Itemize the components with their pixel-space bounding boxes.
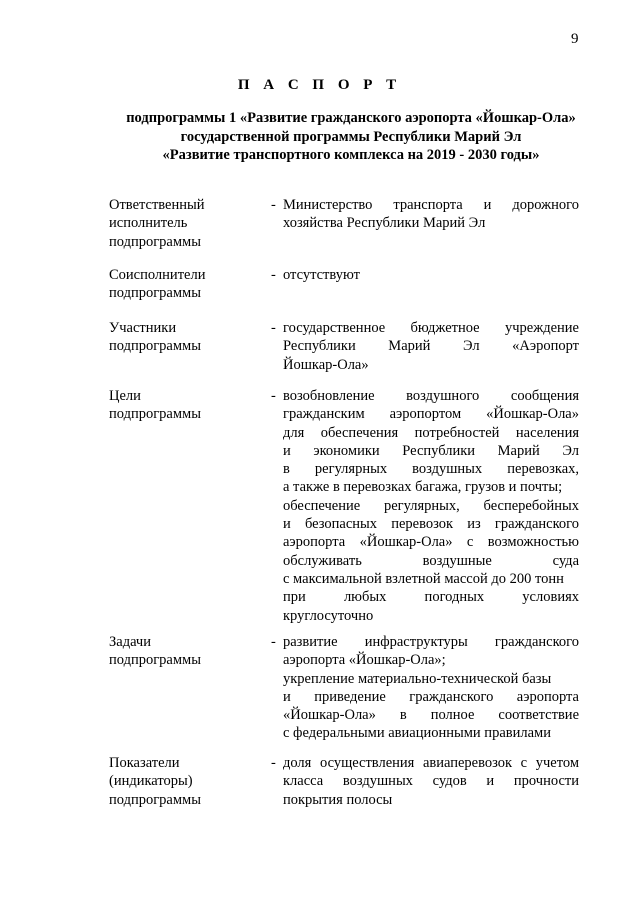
value-line: возобновление воздушного сообщения xyxy=(283,388,579,404)
value-line: покрытия полосы xyxy=(283,791,393,808)
label-line: Задачи xyxy=(109,634,151,650)
label-line: Соисполнители xyxy=(109,267,206,283)
value-line: отсутствуют xyxy=(283,267,360,283)
value-line: а также в перевозках багажа, грузов и почты; xyxy=(283,479,563,496)
label-line: подпрограммы xyxy=(109,791,201,808)
value-line: доля осуществления авиаперевозок с учетом xyxy=(283,755,579,771)
row-label xyxy=(109,387,259,424)
row-dash: - xyxy=(271,267,276,283)
row-label xyxy=(109,266,259,303)
label-line: подпрограммы xyxy=(109,652,201,669)
row-dash: - xyxy=(271,197,276,213)
label-line: подпрограммы xyxy=(109,233,201,250)
row-label xyxy=(109,196,259,251)
value-line: гражданским аэропортом «Йошкар-Ола» xyxy=(283,406,579,423)
value-line: при любых погодных условиях xyxy=(283,589,579,606)
row-label xyxy=(109,319,259,356)
value-line: «Йошкар-Ола» в полное соответствие xyxy=(283,707,579,724)
subtitle-line: государственной программы Республики Марий Эл xyxy=(180,128,522,145)
row-value xyxy=(283,266,579,284)
value-line: обеспечение регулярных, бесперебойных xyxy=(283,497,579,514)
value-line: и безопасных перевозок из гражданского xyxy=(283,516,579,533)
value-line: класса воздушных судов и прочности xyxy=(283,773,579,790)
label-line: (индикаторы) xyxy=(109,773,193,790)
row-label xyxy=(109,633,259,670)
label-line: Показатели xyxy=(109,755,180,771)
document-subtitle xyxy=(60,109,639,165)
row-value xyxy=(283,196,579,233)
value-line: Йошкар-Ола» xyxy=(283,356,369,373)
label-line: исполнитель xyxy=(109,215,188,232)
row-value xyxy=(283,754,579,809)
row-value xyxy=(283,633,579,743)
value-line: обслуживать воздушные суда xyxy=(283,552,579,569)
value-line: Республики Марий Эл «Аэропорт xyxy=(283,338,579,355)
value-line: хозяйства Республики Марий Эл xyxy=(283,215,486,232)
label-line: подпрограммы xyxy=(109,406,201,423)
value-line: укрепление материально-технической базы xyxy=(283,670,552,687)
label-line: подпрограммы xyxy=(109,338,201,355)
row-label xyxy=(109,754,259,809)
label-line: Ответственный xyxy=(109,197,205,213)
label-line: подпрограммы xyxy=(109,285,201,302)
value-line: для обеспечения потребностей населения xyxy=(283,424,579,441)
value-line: аэропорта «Йошкар-Ола» с возможностью xyxy=(283,534,579,551)
row-dash: - xyxy=(271,320,276,336)
value-line: развитие инфраструктуры гражданского xyxy=(283,634,579,650)
row-value xyxy=(283,319,579,374)
value-line: круглосуточно xyxy=(283,607,374,624)
label-line: Участники xyxy=(109,320,177,336)
document-title: П А С П О Р Т xyxy=(237,77,402,93)
value-line: и приведение гражданского аэропорта xyxy=(283,688,579,705)
label-line: Цели xyxy=(109,388,141,404)
page-number: 9 xyxy=(571,31,579,47)
row-dash: - xyxy=(271,634,276,650)
row-value xyxy=(283,387,579,625)
value-line: с максимальной взлетной массой до 200 тонн xyxy=(283,570,564,587)
value-line: государственное бюджетное учреждение xyxy=(283,320,579,336)
value-line: аэропорта «Йошкар-Ола»; xyxy=(283,652,446,669)
value-line: в регулярных воздушных перевозках, xyxy=(283,461,579,478)
row-dash: - xyxy=(271,755,276,771)
value-line: и экономики Республики Марий Эл xyxy=(283,442,579,459)
subtitle-line: подпрограммы 1 «Развитие гражданского аэропорта «Йошкар-Ола» xyxy=(126,110,576,126)
value-line: Министерство транспорта и дорожного xyxy=(283,197,579,213)
row-dash: - xyxy=(271,388,276,404)
value-line: с федеральными авиационными правилами xyxy=(283,725,551,742)
subtitle-line: «Развитие транспортного комплекса на 2019 - 2030 годы» xyxy=(162,147,540,163)
